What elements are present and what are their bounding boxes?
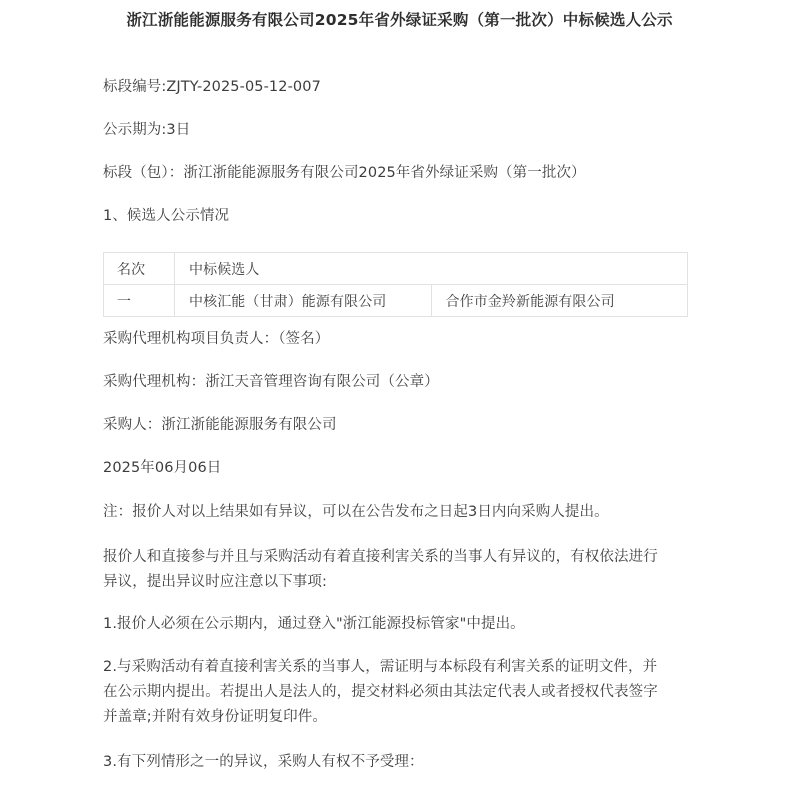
objection-paragraph-line-1: 报价人和直接参与并且与采购活动有着直接利害关系的当事人有异议的，有权依法进行 (103, 549, 658, 565)
table-header-candidate: 中标候选人 (175, 253, 688, 285)
table-body (104, 285, 688, 317)
agency-line: 采购代理机构：浙江天音管理咨询有限公司（公章） (103, 374, 439, 390)
table-header-row (104, 253, 688, 285)
candidates-table (103, 252, 688, 317)
table-cell-rank: 一 (104, 285, 175, 317)
page-title: 浙江浙能能源服务有限公司2025年省外绿证采购（第一批次）中标候选人公示 (126, 11, 673, 29)
publicity-period-line: 公示期为:3日 (103, 122, 191, 138)
document-body (103, 0, 703, 770)
objection-paragraph-line-2: 异议，提出异议时应注意以下事项: (103, 574, 327, 590)
objection-item-2 (103, 655, 703, 730)
objection-item-1: 1.报价人必须在公示期内，通过登入"浙江能源投标管家"中提出。 (103, 616, 525, 632)
note-line: 注：报价人对以上结果如有异议，可以在公告发布之日起3日内向采购人提出。 (103, 504, 609, 520)
date-line: 2025年06月06日 (103, 460, 222, 476)
buyer-line: 采购人：浙江浙能能源服务有限公司 (103, 417, 337, 433)
agency-project-manager-line: 采购代理机构项目负责人：（签名） (103, 331, 330, 347)
table-cell-candidate-a: 中核汇能（甘肃）能源有限公司 (175, 285, 432, 317)
candidates-table-wrap (103, 252, 688, 317)
objection-item-2-line-1: 2.与采购活动有着直接利害关系的当事人，需证明与本标段有利害关系的证明文件，并 (103, 659, 658, 675)
table-header-rank: 名次 (104, 253, 175, 285)
bid-number-line: 标段编号:ZJTY-2025-05-12-007 (103, 79, 321, 95)
objection-paragraph (103, 545, 703, 595)
section-heading-candidates: 1、候选人公示情况 (103, 208, 230, 224)
objection-item-3: 3.有下列情形之一的异议，采购人有权不予受理： (103, 754, 424, 770)
lot-line: 标段（包）：浙江浙能能源服务有限公司2025年省外绿证采购（第一批次） (103, 165, 586, 181)
table-cell-candidate-b: 合作市金羚新能源有限公司 (431, 285, 688, 317)
table-head (104, 253, 688, 285)
objection-item-2-line-3: 并盖章;并附有效身份证明复印件。 (103, 709, 327, 725)
table-row (104, 285, 688, 317)
objection-item-2-line-2: 在公示期内提出。若提出人是法人的，提交材料必须由其法定代表人或者授权代表签字 (103, 684, 658, 700)
